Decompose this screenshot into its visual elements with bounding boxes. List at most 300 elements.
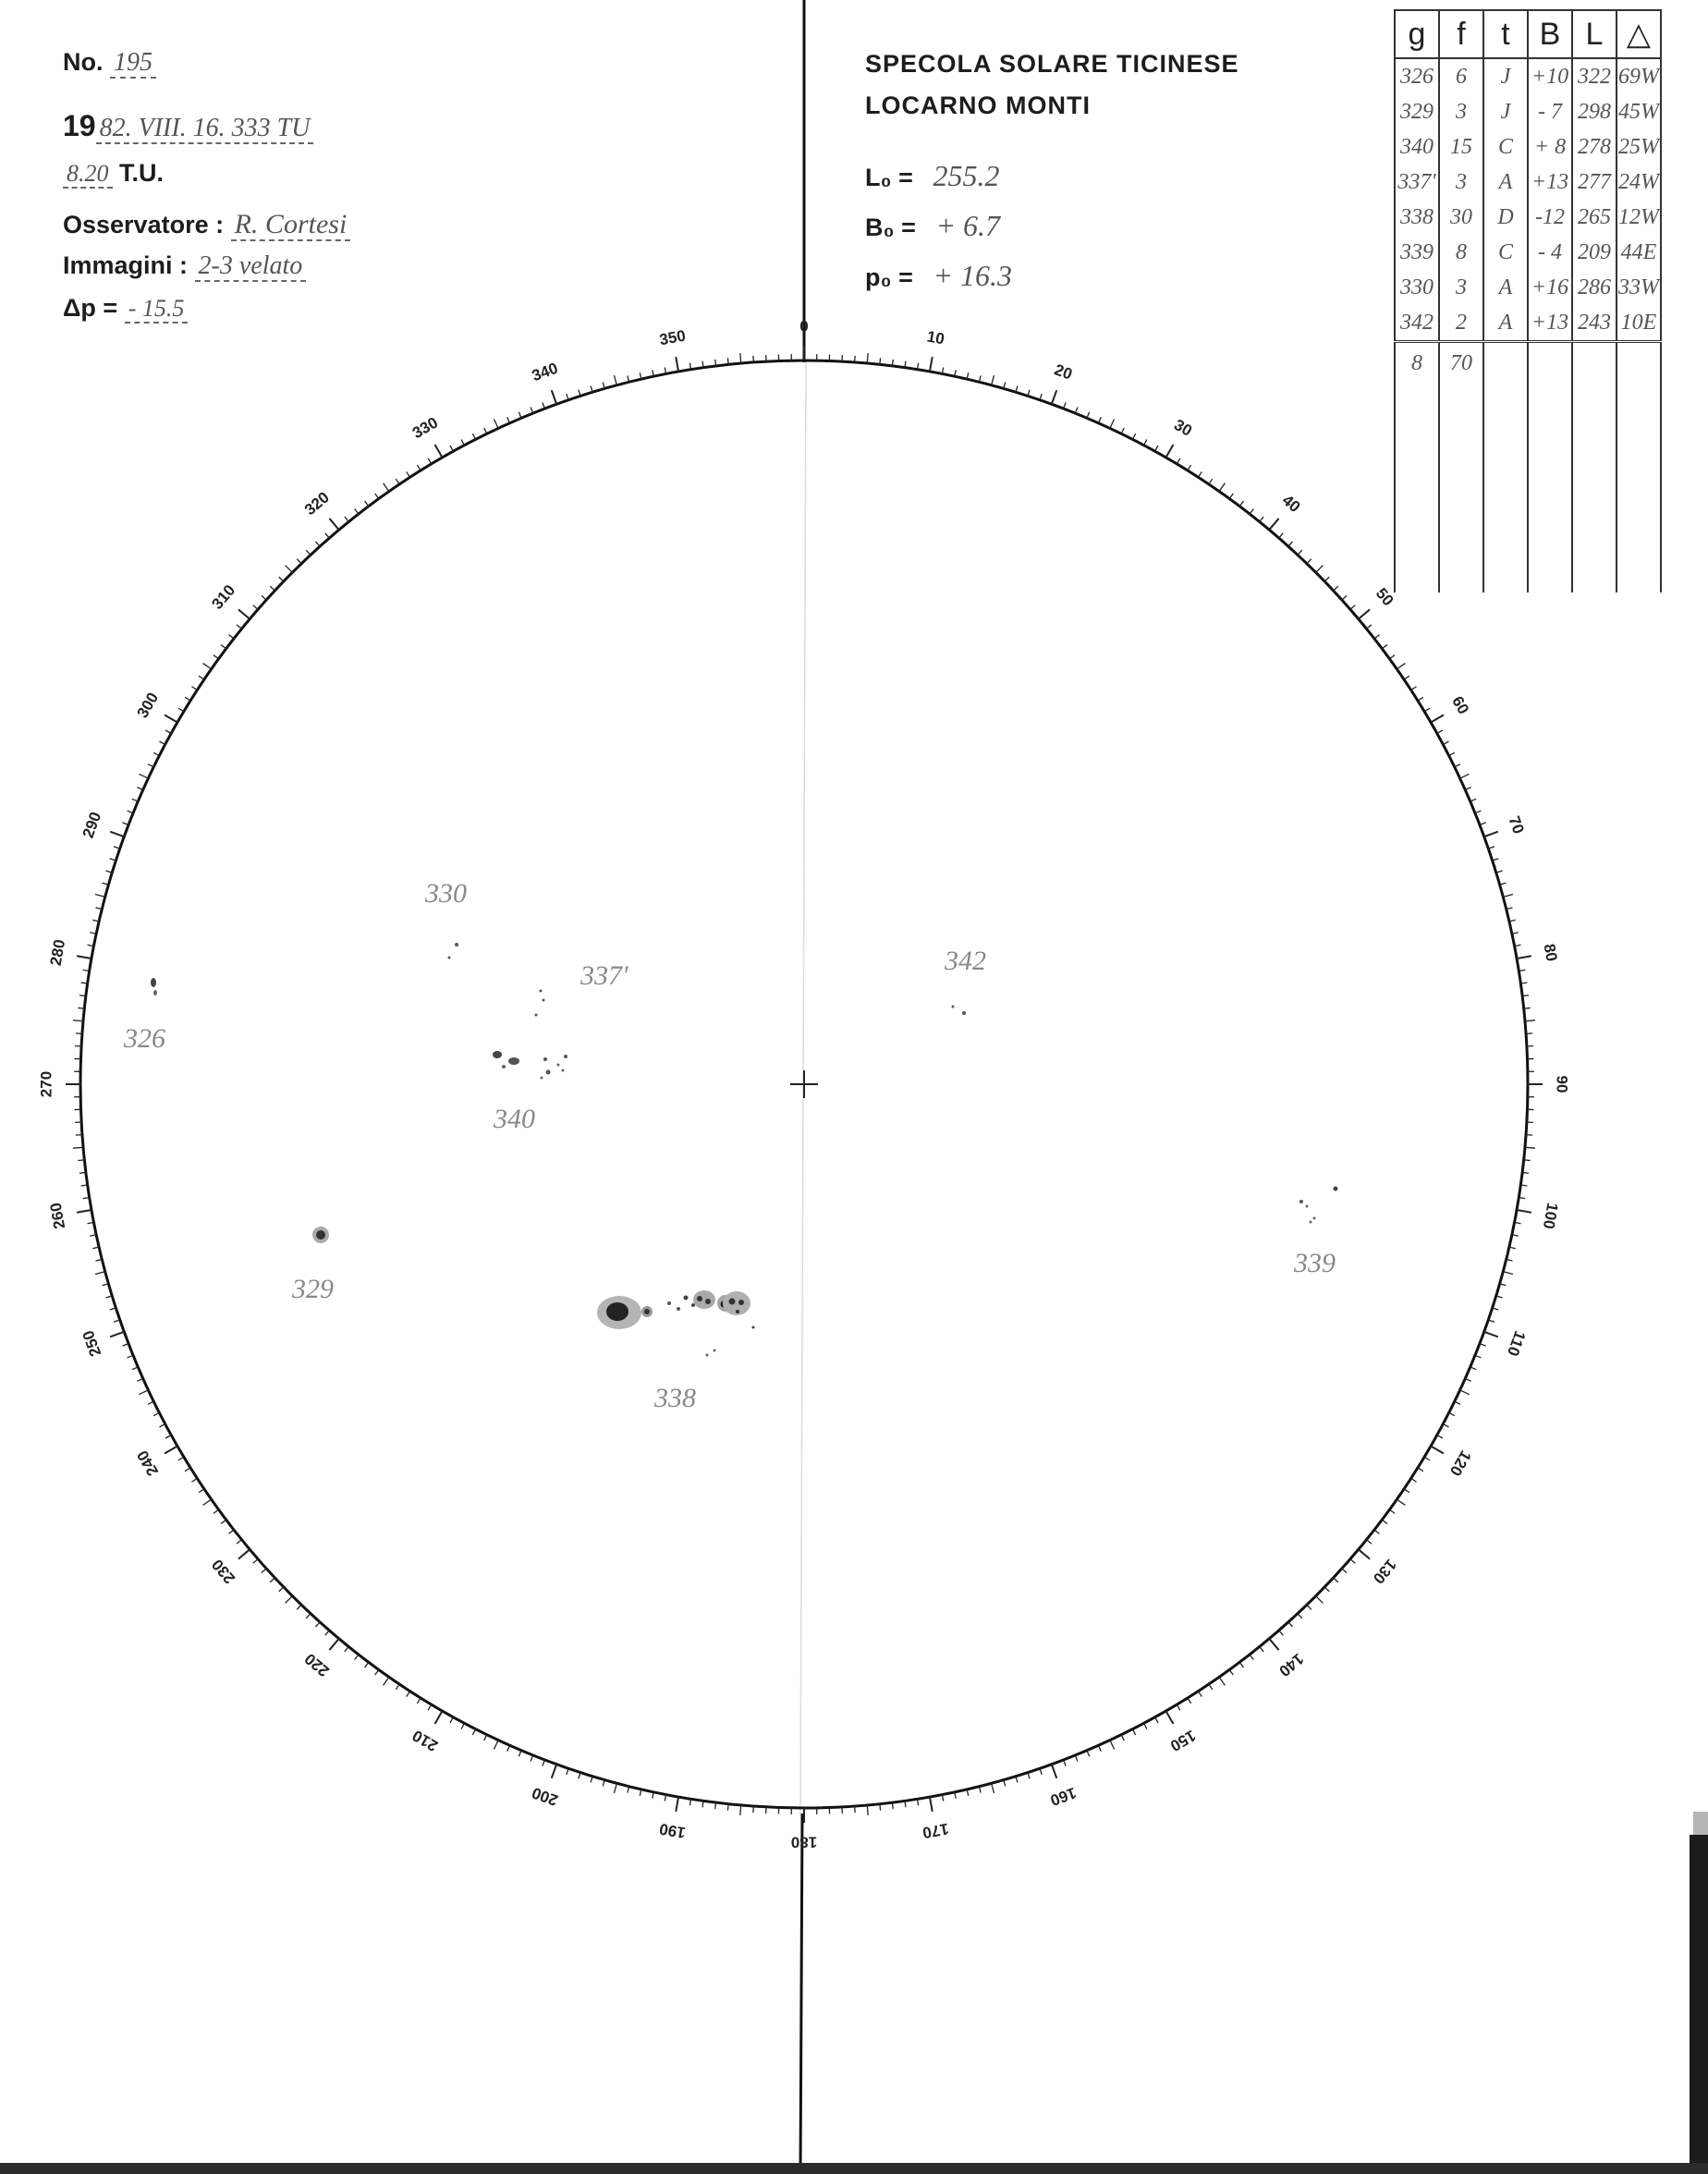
scale-tick bbox=[329, 1639, 338, 1650]
table-cell: 322 bbox=[1572, 58, 1616, 94]
table-cell: 243 bbox=[1572, 305, 1616, 342]
scale-tick bbox=[345, 1647, 348, 1652]
table-blank-cell bbox=[1483, 384, 1528, 592]
table-cell: 330 bbox=[1395, 270, 1439, 305]
table-cell: C bbox=[1483, 129, 1528, 165]
table-total-cell bbox=[1528, 342, 1572, 385]
scale-tick bbox=[1229, 494, 1233, 499]
scale-tick bbox=[1437, 730, 1443, 733]
scale-tick bbox=[365, 1662, 369, 1667]
table-cell: 298 bbox=[1572, 94, 1616, 129]
scale-tick bbox=[165, 730, 171, 733]
scale-tick bbox=[1525, 1147, 1535, 1148]
scale-tick bbox=[1411, 1478, 1417, 1482]
table-cell: J bbox=[1483, 58, 1528, 94]
table-cell: 286 bbox=[1572, 270, 1616, 305]
table-cell: A bbox=[1483, 165, 1528, 200]
scale-tick bbox=[78, 1160, 84, 1161]
table-cell: +10 bbox=[1528, 58, 1572, 94]
scale-tick bbox=[1443, 1424, 1448, 1427]
observer-value: R. Cortesi bbox=[231, 209, 351, 241]
scale-tick bbox=[1110, 419, 1115, 428]
disk-label-342: 342 bbox=[945, 946, 986, 976]
table-total-cell bbox=[1483, 342, 1528, 385]
table-total-cell bbox=[1572, 342, 1616, 385]
b0-label: B₀ = bbox=[865, 214, 916, 241]
column-header-t: t bbox=[1483, 10, 1528, 58]
scale-tick bbox=[1121, 1735, 1124, 1740]
column-header-delta: △ bbox=[1616, 10, 1661, 58]
scale-tick bbox=[139, 774, 148, 778]
scale-label: 140 bbox=[1275, 1649, 1308, 1680]
sunspot-group-329 bbox=[312, 1227, 329, 1243]
scale-tick bbox=[1517, 956, 1531, 959]
scale-tick bbox=[614, 375, 616, 385]
scale-label: 110 bbox=[1503, 1328, 1530, 1359]
scale-tick bbox=[79, 995, 86, 996]
scale-label: 200 bbox=[529, 1783, 561, 1810]
scale-label: 310 bbox=[208, 580, 239, 613]
scale-tick bbox=[1524, 1160, 1531, 1161]
sunspot-group-326 bbox=[151, 978, 157, 995]
scale-tick bbox=[1389, 1509, 1395, 1513]
scale-tick bbox=[1484, 1332, 1498, 1337]
sunspot-group-342 bbox=[952, 1006, 967, 1016]
center-cross-icon bbox=[790, 1070, 818, 1098]
scale-tick bbox=[417, 1698, 421, 1704]
scale-tick bbox=[930, 1797, 933, 1812]
table-total-cell: 8 bbox=[1395, 342, 1439, 385]
time-value: 8.20 bbox=[63, 160, 113, 189]
scale-tick bbox=[1324, 1587, 1329, 1592]
scale-tick bbox=[315, 1622, 320, 1627]
scale-tick bbox=[1188, 465, 1191, 470]
scale-tick bbox=[306, 1614, 311, 1618]
scale-tick bbox=[1188, 1698, 1191, 1704]
scale-tick bbox=[450, 446, 453, 451]
scale-tick bbox=[1374, 635, 1380, 639]
table-blank-cell bbox=[1616, 384, 1661, 592]
scale-label: 80 bbox=[1540, 942, 1561, 963]
scale-tick bbox=[238, 1549, 250, 1558]
scale-tick bbox=[1522, 1172, 1529, 1173]
scale-tick bbox=[727, 358, 728, 364]
scale-tick bbox=[148, 1401, 153, 1404]
table-cell: + 8 bbox=[1528, 129, 1572, 165]
scale-tick bbox=[1525, 1020, 1535, 1021]
scale-tick bbox=[676, 357, 678, 372]
scale-tick bbox=[95, 894, 105, 897]
scale-tick bbox=[159, 741, 165, 744]
scale-tick bbox=[1155, 1717, 1158, 1723]
table-row bbox=[1395, 200, 1661, 235]
scale-tick bbox=[79, 1172, 86, 1173]
scan-edge-strip bbox=[1690, 1835, 1708, 2174]
scale-tick bbox=[435, 445, 443, 458]
scale-tick bbox=[315, 542, 320, 546]
scale-tick bbox=[262, 1569, 266, 1573]
scale-tick bbox=[1342, 595, 1347, 600]
sunspot-group-337 bbox=[535, 990, 545, 1017]
p0-label: p₀ = bbox=[865, 263, 913, 291]
scan-edge-mark bbox=[1693, 1812, 1708, 1836]
p0-value: + 16.3 bbox=[933, 259, 1013, 292]
scale-tick bbox=[165, 1435, 171, 1438]
table-row bbox=[1395, 270, 1661, 305]
scale-tick bbox=[867, 353, 868, 363]
scale-tick bbox=[279, 577, 284, 581]
scale-tick bbox=[365, 501, 369, 507]
scale-tick bbox=[1288, 1622, 1293, 1627]
scale-tick bbox=[1460, 774, 1470, 778]
table-body bbox=[1395, 58, 1661, 592]
l0-label: L₀ = bbox=[865, 164, 913, 191]
disk-label-329: 329 bbox=[292, 1274, 334, 1304]
time-unit: T.U. bbox=[119, 159, 165, 187]
scale-tick bbox=[1517, 1210, 1531, 1213]
scale-tick bbox=[1334, 1578, 1338, 1582]
scale-tick bbox=[1382, 645, 1387, 649]
scale-tick bbox=[1307, 559, 1312, 564]
scale-tick bbox=[472, 434, 475, 439]
scale-label: 180 bbox=[790, 1833, 818, 1851]
observatory-name: SPECOLA SOLARE TICINESE bbox=[865, 50, 1239, 78]
table-cell: A bbox=[1483, 270, 1528, 305]
scale-tick bbox=[214, 655, 219, 659]
scale-tick bbox=[148, 764, 153, 767]
scale-tick bbox=[407, 1692, 410, 1697]
scale-label: 350 bbox=[657, 326, 688, 349]
scale-tick bbox=[165, 1447, 177, 1454]
scale-tick bbox=[1503, 1272, 1513, 1275]
scale-tick bbox=[1260, 517, 1263, 521]
scale-label: 70 bbox=[1505, 813, 1528, 837]
scale-tick bbox=[1250, 1655, 1253, 1660]
scale-tick bbox=[1460, 1390, 1470, 1395]
scale-tick bbox=[238, 609, 250, 618]
table-cell: 15 bbox=[1439, 129, 1483, 165]
images-label: Immagini : bbox=[63, 251, 189, 279]
b0-row bbox=[865, 209, 1000, 243]
table-row bbox=[1395, 58, 1661, 94]
scale-tick bbox=[355, 508, 359, 514]
scale-label: 60 bbox=[1448, 693, 1473, 717]
date-prefix: 19 bbox=[63, 109, 96, 142]
scale-tick bbox=[1121, 428, 1124, 434]
scale-tick bbox=[396, 479, 399, 484]
scale-label: 150 bbox=[1166, 1726, 1200, 1755]
table-cell: 326 bbox=[1395, 58, 1439, 94]
scale-tick bbox=[494, 419, 498, 428]
delta-p-value: - 15.5 bbox=[125, 295, 189, 324]
table-cell: C bbox=[1483, 235, 1528, 270]
scale-tick bbox=[740, 353, 741, 363]
observer-label: Osservatore : bbox=[63, 211, 225, 238]
l0-row bbox=[865, 159, 999, 193]
disk-label-330: 330 bbox=[425, 878, 467, 909]
scale-tick bbox=[1110, 1740, 1115, 1750]
table-cell: 30 bbox=[1439, 200, 1483, 235]
scale-tick bbox=[279, 1587, 284, 1592]
scale-tick bbox=[203, 1499, 212, 1505]
scale-tick bbox=[1239, 1662, 1243, 1667]
scale-tick bbox=[1449, 752, 1455, 755]
scale-tick bbox=[880, 358, 881, 364]
sunspot-group-330 bbox=[448, 943, 459, 959]
images bbox=[63, 251, 306, 281]
scale-tick bbox=[325, 533, 330, 538]
scale-tick bbox=[1166, 1711, 1174, 1724]
sheet-number-label: No. bbox=[63, 48, 104, 76]
scale-tick bbox=[1239, 501, 1243, 507]
scale-tick bbox=[253, 1559, 258, 1564]
scale-tick bbox=[1052, 1765, 1056, 1778]
p0-row bbox=[865, 259, 1012, 293]
scale-tick bbox=[1269, 519, 1278, 530]
table-cell: 24W bbox=[1616, 165, 1661, 200]
scale-label: 290 bbox=[79, 809, 105, 841]
observer bbox=[63, 209, 350, 240]
table-blank-cell bbox=[1439, 384, 1483, 592]
scale-tick bbox=[375, 1669, 379, 1675]
scale-tick bbox=[484, 428, 487, 434]
scale-tick bbox=[77, 1210, 92, 1213]
scale-label: 320 bbox=[300, 488, 333, 519]
images-value: 2-3 velato bbox=[195, 251, 307, 282]
scale-tick bbox=[740, 1805, 741, 1815]
scale-tick bbox=[1424, 708, 1430, 712]
scale-label: 170 bbox=[921, 1819, 951, 1842]
scale-tick bbox=[1269, 1639, 1278, 1650]
scale-tick bbox=[221, 1520, 226, 1523]
scale-tick bbox=[1166, 445, 1174, 458]
scale-tick bbox=[1404, 1489, 1409, 1493]
scale-tick bbox=[1455, 764, 1460, 767]
delta-p bbox=[63, 294, 188, 323]
table-cell: J bbox=[1483, 94, 1528, 129]
b0-value: + 6.7 bbox=[935, 209, 1001, 242]
table-cell: 265 bbox=[1572, 200, 1616, 235]
table-totals-row bbox=[1395, 342, 1661, 385]
scale-tick bbox=[552, 390, 556, 404]
disk-label-339: 339 bbox=[1294, 1248, 1336, 1278]
scale-tick bbox=[95, 1272, 105, 1275]
scale-tick bbox=[77, 956, 92, 959]
scale-tick bbox=[930, 357, 933, 372]
table-cell: 329 bbox=[1395, 94, 1439, 129]
sheet-number bbox=[63, 48, 156, 78]
sunspot-group-339 bbox=[1299, 1187, 1338, 1224]
scale-tick bbox=[992, 1783, 994, 1793]
scale-tick bbox=[286, 566, 293, 573]
scale-tick bbox=[396, 1684, 399, 1690]
scale-tick bbox=[110, 832, 124, 837]
scale-tick bbox=[1424, 1457, 1430, 1460]
table-cell: 339 bbox=[1395, 235, 1439, 270]
scale-tick bbox=[1455, 1401, 1460, 1404]
scale-label: 10 bbox=[925, 327, 946, 348]
scale-tick bbox=[329, 519, 338, 530]
scan-bottom-band bbox=[0, 2163, 1708, 2174]
table-row bbox=[1395, 94, 1661, 129]
table-cell: 342 bbox=[1395, 305, 1439, 342]
scale-tick bbox=[306, 550, 311, 555]
observation-time bbox=[63, 159, 164, 188]
scale-tick bbox=[1209, 1684, 1213, 1690]
scale-tick bbox=[1418, 697, 1423, 701]
l0-value: 255.2 bbox=[933, 159, 1000, 192]
column-header-l: L bbox=[1572, 10, 1616, 58]
scale-tick bbox=[203, 664, 212, 669]
table-cell: 6 bbox=[1439, 58, 1483, 94]
scale-label: 40 bbox=[1278, 491, 1304, 517]
table-cell: 33W bbox=[1616, 270, 1661, 305]
scale-tick bbox=[892, 360, 893, 366]
scale-tick bbox=[892, 1802, 893, 1809]
scale-tick bbox=[880, 1804, 881, 1811]
scale-label: 270 bbox=[37, 1070, 55, 1098]
scale-tick bbox=[384, 483, 389, 492]
table-row bbox=[1395, 305, 1661, 342]
table-cell: - 4 bbox=[1528, 235, 1572, 270]
table-row bbox=[1395, 129, 1661, 165]
table-cell: - 7 bbox=[1528, 94, 1572, 129]
scale-tick bbox=[1316, 566, 1324, 573]
table-row bbox=[1395, 235, 1661, 270]
scale-tick bbox=[552, 1765, 556, 1778]
scale-tick bbox=[1443, 741, 1448, 744]
scale-tick bbox=[1324, 577, 1329, 581]
scale-tick bbox=[178, 708, 184, 712]
scale-tick bbox=[1342, 1569, 1347, 1573]
scale-tick bbox=[461, 1723, 464, 1728]
scale-label: 120 bbox=[1446, 1447, 1475, 1480]
sunspot-group-338 bbox=[597, 1290, 755, 1357]
scale-tick bbox=[992, 375, 994, 385]
scale-tick bbox=[270, 586, 274, 591]
scale-tick bbox=[159, 1424, 165, 1427]
disk-label-337: 337' bbox=[580, 960, 628, 991]
scale-tick bbox=[1367, 625, 1372, 629]
scale-tick bbox=[1229, 1669, 1233, 1675]
scale-tick bbox=[727, 1804, 728, 1811]
scale-tick bbox=[1389, 655, 1395, 659]
table-cell: 209 bbox=[1572, 235, 1616, 270]
table-blank-rows bbox=[1395, 384, 1661, 592]
scale-label: 190 bbox=[657, 1819, 688, 1842]
scale-tick bbox=[1382, 1520, 1387, 1523]
scale-tick bbox=[1298, 1614, 1302, 1618]
scale-tick bbox=[1359, 609, 1370, 618]
scale-tick bbox=[199, 676, 204, 679]
scale-tick bbox=[1132, 434, 1135, 439]
scale-tick bbox=[73, 1147, 83, 1148]
table-cell: 8 bbox=[1439, 235, 1483, 270]
scale-tick bbox=[715, 360, 716, 366]
scale-tick bbox=[1431, 1447, 1444, 1454]
scale-tick bbox=[1288, 542, 1293, 546]
scale-tick bbox=[676, 1797, 678, 1812]
scale-label: 100 bbox=[1539, 1201, 1562, 1231]
scale-tick bbox=[715, 1802, 716, 1809]
scale-tick bbox=[494, 1740, 498, 1750]
scale-tick bbox=[1484, 832, 1498, 837]
scale-label: 240 bbox=[133, 1447, 163, 1480]
scale-label: 20 bbox=[1052, 360, 1075, 384]
table-cell: 338 bbox=[1395, 200, 1439, 235]
table-blank-cell bbox=[1572, 384, 1616, 592]
scale-label: 210 bbox=[409, 1726, 442, 1755]
table-total-cell bbox=[1616, 342, 1661, 385]
scale-tick bbox=[1132, 1729, 1135, 1735]
date-value: 82. VIII. 16. 333 TU bbox=[96, 114, 314, 144]
scale-tick bbox=[228, 1530, 234, 1533]
scale-tick bbox=[375, 494, 379, 499]
scale-label: 260 bbox=[46, 1201, 69, 1231]
table-total-cell: 70 bbox=[1439, 342, 1483, 385]
scale-tick bbox=[1367, 1540, 1372, 1544]
scale-tick bbox=[139, 1390, 148, 1395]
table-cell: 340 bbox=[1395, 129, 1439, 165]
table-row bbox=[1395, 165, 1661, 200]
scale-tick bbox=[345, 517, 348, 521]
scale-tick bbox=[450, 1717, 453, 1723]
scale-tick bbox=[1198, 471, 1202, 477]
disk-label-340: 340 bbox=[494, 1104, 535, 1134]
scale-label: 280 bbox=[46, 937, 69, 968]
table-cell: 69W bbox=[1616, 58, 1661, 94]
scale-tick bbox=[1397, 1499, 1405, 1505]
scale-tick bbox=[472, 1729, 475, 1735]
table-cell: D bbox=[1483, 200, 1528, 235]
scale-tick bbox=[214, 1509, 219, 1513]
scale-tick bbox=[417, 465, 421, 470]
table-cell: +16 bbox=[1528, 270, 1572, 305]
scale-tick bbox=[73, 1020, 83, 1021]
scale-label: 30 bbox=[1171, 415, 1195, 440]
sheet-number-value: 195 bbox=[110, 48, 156, 79]
scale-tick bbox=[1209, 479, 1213, 484]
scale-tick bbox=[191, 1478, 197, 1482]
scale-tick bbox=[1503, 894, 1513, 897]
scale-tick bbox=[428, 1704, 432, 1710]
scale-label: 90 bbox=[1553, 1075, 1571, 1093]
scale-tick bbox=[153, 1412, 159, 1415]
scale-tick bbox=[1316, 1596, 1324, 1604]
scale-tick bbox=[237, 1540, 241, 1544]
scale-tick bbox=[1404, 676, 1409, 679]
scale-tick bbox=[178, 1457, 184, 1460]
scale-tick bbox=[407, 471, 410, 477]
sunspot-group-340 bbox=[493, 1051, 567, 1080]
scale-tick bbox=[1397, 664, 1405, 669]
table-cell: 10E bbox=[1616, 305, 1661, 342]
scale-tick bbox=[1350, 605, 1355, 610]
scale-label: 300 bbox=[133, 689, 163, 722]
scale-tick bbox=[1307, 1605, 1312, 1609]
table-cell: 337' bbox=[1395, 165, 1439, 200]
table-cell: 2 bbox=[1439, 305, 1483, 342]
scale-tick bbox=[1177, 1704, 1180, 1710]
scale-tick bbox=[614, 1783, 616, 1793]
scale-label: 230 bbox=[208, 1556, 239, 1588]
table-cell: 44E bbox=[1616, 235, 1661, 270]
table-cell: 45W bbox=[1616, 94, 1661, 129]
column-header-f: f bbox=[1439, 10, 1483, 58]
disk-label-326: 326 bbox=[124, 1023, 165, 1054]
scale-tick bbox=[461, 439, 464, 445]
table-cell: 3 bbox=[1439, 165, 1483, 200]
